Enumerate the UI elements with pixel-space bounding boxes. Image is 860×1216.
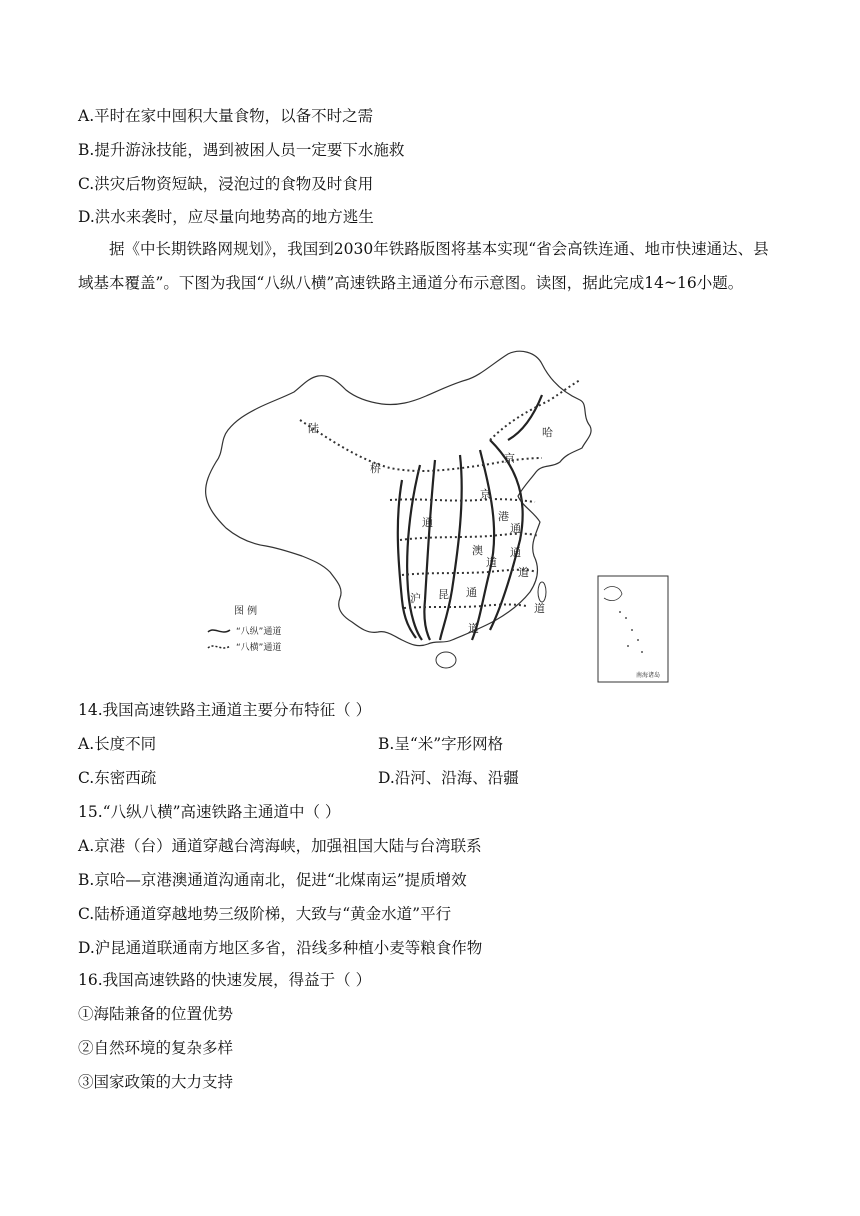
south-china-sea-inset (598, 576, 668, 682)
hainan-island (436, 652, 456, 668)
q16-item-1: ①海陆兼备的位置优势 (78, 1005, 234, 1023)
map-label: 通 (422, 516, 433, 529)
map-label: 港 (498, 510, 509, 523)
map-label: 道 (518, 566, 529, 579)
map-label: 澳 (472, 544, 483, 557)
horizontal-channels (300, 380, 580, 608)
q14-option-a: A.长度不同 (78, 735, 157, 753)
q14-option-d: D.沿河、沿海、沿疆 (378, 769, 519, 787)
q15-option-b: B.京哈—京港澳通道沟通南北，促进“北煤南运”提质增效 (78, 871, 467, 889)
taiwan-island (538, 582, 546, 602)
q13-option-c: C.洪灾后物资短缺，浸泡过的食物及时食用 (78, 175, 374, 193)
map-label: 道 (486, 556, 497, 569)
map-label: 昆 (438, 588, 449, 601)
legend-title: 图 例 (234, 606, 258, 617)
q15-option-a: A.京港（台）通道穿越台湾海峡，加强祖国大陆与台湾联系 (78, 837, 482, 855)
map-label: 道 (468, 622, 479, 635)
map-label: 通 (466, 586, 477, 599)
map-label: 沪 (410, 592, 421, 605)
q16-item-3: ③国家政策的大力支持 (78, 1073, 234, 1091)
q13-option-a: A.平时在家中囤积大量食物，以备不时之需 (78, 107, 374, 125)
map-label: 通 (510, 546, 521, 559)
map-legend (208, 604, 281, 653)
legend-horizontal-label: “八横”通道 (236, 643, 282, 653)
q15-option-c: C.陆桥通道穿越地势三级阶梯，大致与“黄金水道”平行 (78, 905, 452, 923)
map-label: 京 (504, 452, 515, 465)
inset-label: 南海诸岛 (636, 672, 661, 679)
q15-stem: 15.“八纵八横”高速铁路主通道中（ ） (78, 803, 341, 821)
legend-vertical-label: “八纵”通道 (236, 627, 282, 637)
q14-stem: 14.我国高速铁路主通道主要分布特征（ ） (78, 701, 372, 719)
q16-stem: 16.我国高速铁路的快速发展，得益于（ ） (78, 971, 372, 989)
map-label: 道 (534, 602, 545, 615)
map-label: 通 (510, 522, 521, 535)
map-label: 哈 (542, 426, 553, 439)
q13-option-d: D.洪水来袭时，应尽量向地势高的地方逃生 (78, 208, 374, 226)
legend-solid-line (208, 630, 230, 632)
map-label: 陆 (308, 422, 319, 435)
q14-option-c: C.东密西疏 (78, 769, 157, 787)
q16-item-2: ②自然环境的复杂多样 (78, 1039, 234, 1057)
map-label: 桥 (370, 462, 381, 475)
legend-dotted-line (208, 646, 230, 648)
high-speed-rail-map (190, 340, 672, 686)
intro-paragraph: 据《中长期铁路网规划》，我国到2030年铁路版图将基本实现“省会高铁连通、地市快速通达、县域基本覆盖”。下图为我国“八纵八横”高速铁路主通道分布示意图。读图，据此完成14~16小题。 (78, 240, 769, 292)
q13-option-b: B.提升游泳技能，遇到被困人员一定要下水施救 (78, 141, 405, 159)
q15-option-d: D.沪昆通道联通南方地区多省，沿线多种植小麦等粮食作物 (78, 939, 483, 957)
q14-option-b: B.呈“米”字形网格 (378, 735, 504, 753)
map-label: 京 (480, 488, 491, 501)
